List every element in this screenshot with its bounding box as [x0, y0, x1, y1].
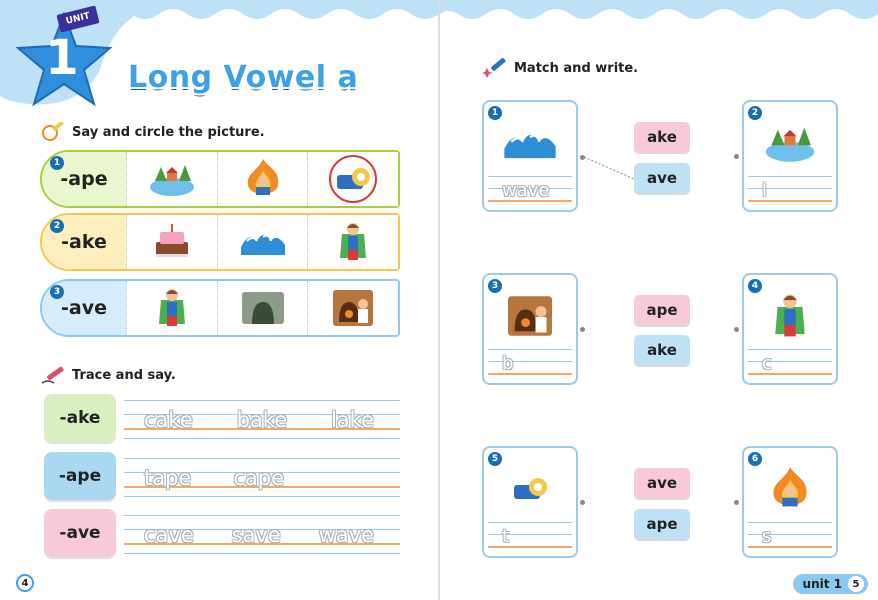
writing-lines[interactable]	[124, 511, 400, 555]
trace-word: bake	[236, 408, 288, 432]
match-dot[interactable]	[580, 327, 585, 332]
write-hint: b	[502, 353, 514, 374]
writing-lines[interactable]	[124, 396, 400, 440]
trace-word: save	[231, 523, 281, 547]
circle-row-ape	[40, 150, 400, 208]
write-hint: c	[762, 353, 772, 374]
picture-option[interactable]	[217, 215, 308, 269]
suffix-tag: -ake	[44, 394, 116, 442]
picture-option[interactable]	[217, 152, 308, 206]
match-card-5	[482, 446, 578, 558]
word-chip[interactable]: ake	[634, 122, 690, 152]
match-card-6	[742, 446, 838, 558]
trace-word: cave	[144, 523, 194, 547]
word-chip[interactable]: ape	[634, 509, 690, 539]
top-wave-decoration	[440, 0, 878, 40]
section-title: Trace and say.	[72, 367, 176, 383]
row-number: 3	[50, 285, 64, 299]
suffix-label: -ave	[61, 297, 107, 319]
trace-word: cape	[233, 466, 285, 490]
fire-icon	[765, 465, 815, 513]
word-chip[interactable]: ape	[634, 295, 690, 325]
trace-row-ake	[44, 394, 400, 442]
suffix-tag: -ave	[44, 509, 116, 557]
unit-number: 1	[45, 30, 79, 86]
match-dot[interactable]	[734, 500, 739, 505]
tape-icon	[327, 153, 379, 205]
row-number: 1	[50, 156, 64, 170]
trace-word: lake	[330, 408, 374, 432]
match-card-4	[742, 273, 838, 385]
bake-icon	[331, 288, 375, 328]
cave-icon	[240, 290, 286, 326]
cake-icon	[150, 222, 194, 262]
suffix-label: -ape	[60, 168, 108, 190]
picture-option[interactable]	[217, 281, 308, 335]
card-number: 6	[748, 452, 762, 466]
card-number: 4	[748, 279, 762, 293]
picture-option[interactable]	[126, 215, 217, 269]
card-number: 3	[488, 279, 502, 293]
footer-unit-label: unit 1	[802, 577, 842, 591]
picture-option[interactable]	[126, 281, 217, 335]
picture-option[interactable]	[307, 281, 398, 335]
suffix-tag	[42, 152, 126, 206]
lake-icon	[762, 121, 818, 165]
row-number: 2	[50, 219, 64, 233]
match-card-2	[742, 100, 838, 212]
pencil-icon	[40, 365, 66, 385]
suffix-tag: -ape	[44, 452, 116, 500]
match-card-3	[482, 273, 578, 385]
section-title: Say and circle the picture.	[72, 124, 265, 140]
card-number: 1	[488, 106, 502, 120]
match-line	[582, 155, 636, 181]
suffix-tag	[42, 281, 126, 335]
write-hint: wave	[502, 180, 550, 201]
match-dot[interactable]	[580, 500, 585, 505]
bake-icon	[505, 294, 555, 338]
word-chip[interactable]: ake	[634, 335, 690, 365]
pencil-circle-icon	[40, 122, 66, 142]
cape-icon	[157, 286, 187, 330]
word-chip[interactable]: ave	[634, 163, 690, 193]
suffix-label: -ake	[61, 231, 107, 253]
section-match-write	[482, 58, 638, 78]
write-hint: l	[762, 180, 768, 201]
word-chip[interactable]: ave	[634, 468, 690, 498]
fire-icon	[240, 157, 286, 201]
trace-row-ave	[44, 509, 400, 557]
trace-row-ape	[44, 452, 400, 500]
page-number: 4	[16, 574, 34, 592]
cape-icon	[773, 291, 807, 341]
picture-option[interactable]	[307, 215, 398, 269]
tape-icon	[506, 467, 554, 511]
section-title: Match and write.	[514, 60, 639, 76]
write-hint: t	[502, 526, 510, 547]
card-number: 2	[748, 106, 762, 120]
trace-word: wave	[318, 523, 374, 547]
card-number: 5	[488, 452, 502, 466]
match-dot[interactable]	[734, 154, 739, 159]
circle-row-ake	[40, 213, 400, 271]
picture-option[interactable]	[307, 152, 398, 206]
page-number: 5	[848, 576, 864, 592]
section-trace-say	[40, 365, 176, 385]
writing-lines[interactable]	[124, 454, 400, 498]
trace-word: cake	[144, 408, 193, 432]
write-hint: s	[762, 526, 772, 547]
trace-word: tape	[144, 466, 192, 490]
page-title: Long Vowel a	[128, 60, 359, 95]
pencil-sparkle-icon	[482, 58, 508, 78]
match-card-1	[482, 100, 578, 212]
cape-icon	[338, 220, 368, 264]
unit-footer	[793, 574, 868, 594]
suffix-tag	[42, 215, 126, 269]
unit-label: UNIT	[56, 5, 99, 32]
section-say-circle	[40, 122, 265, 142]
lake-icon	[147, 159, 197, 199]
picture-option[interactable]	[126, 152, 217, 206]
circle-row-ave	[40, 279, 400, 337]
wave-icon	[239, 227, 287, 257]
match-dot[interactable]	[734, 327, 739, 332]
wave-icon	[502, 125, 558, 161]
right-page	[440, 0, 878, 600]
